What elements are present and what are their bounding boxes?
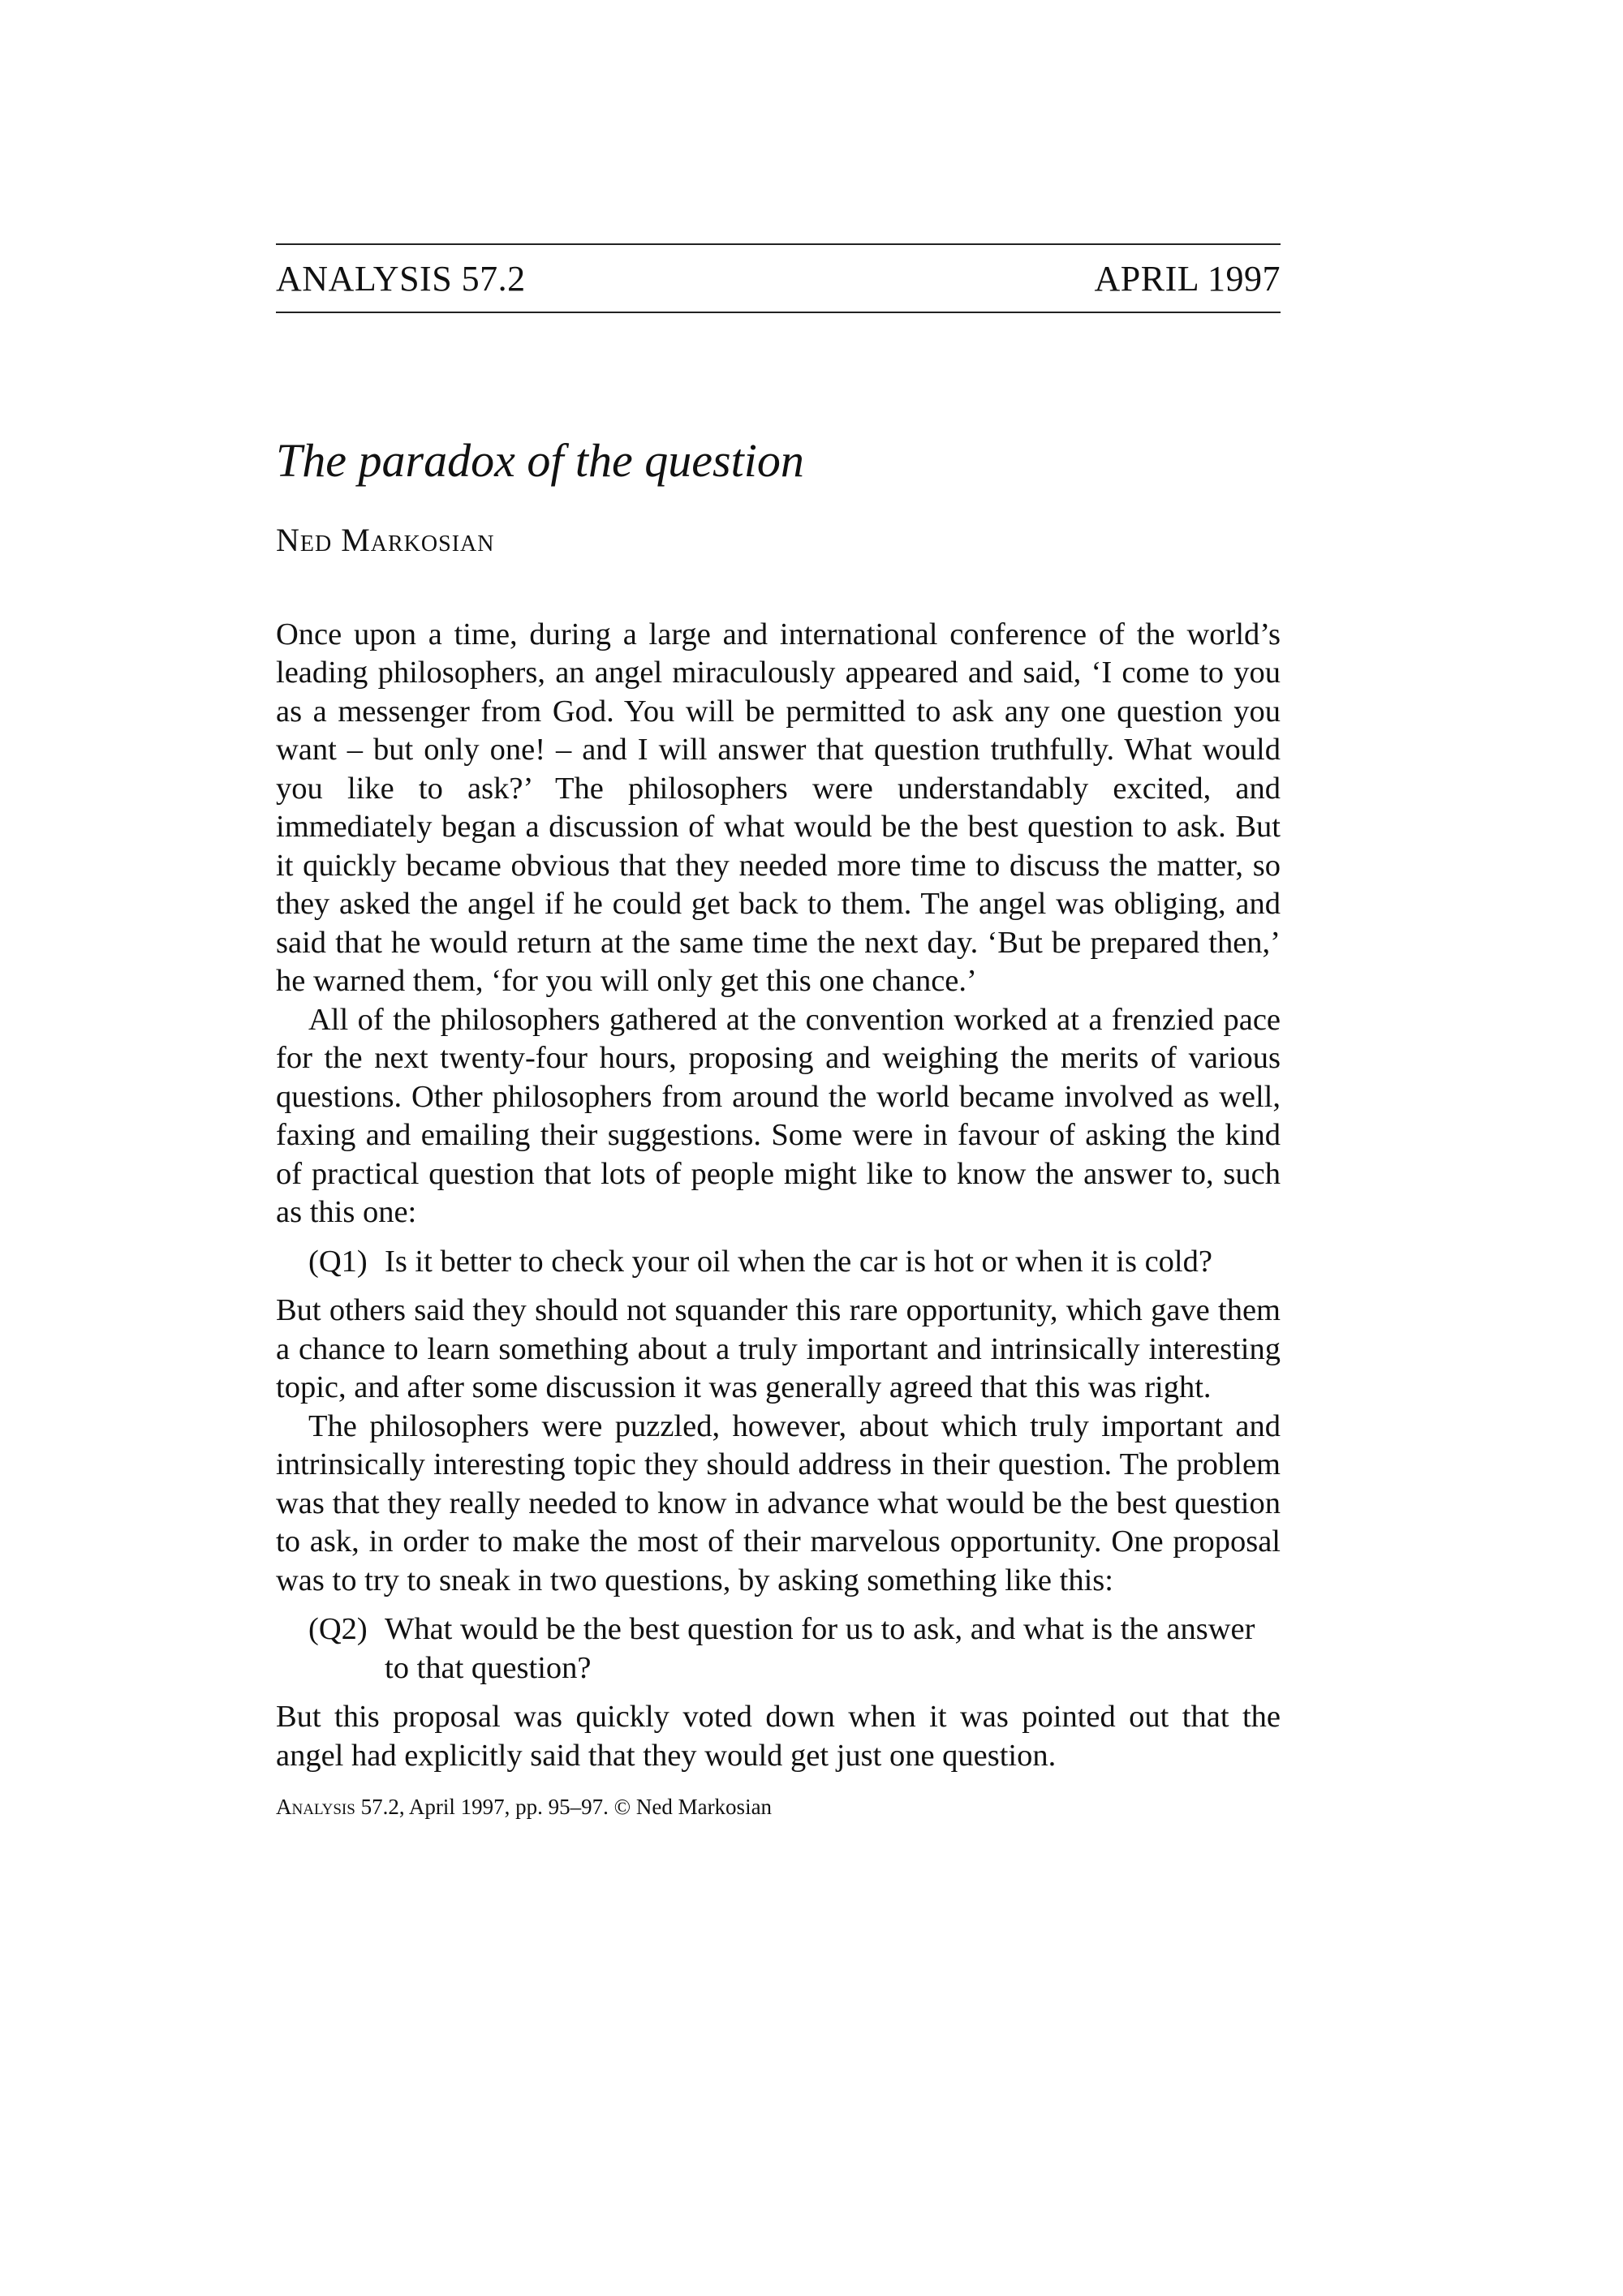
question-q1-text: Is it better to check your oil when the car is hot or when it is cold? — [385, 1244, 1212, 1279]
question-q2-label: (Q2) — [308, 1612, 368, 1647]
issue-date: APRIL 1997 — [1094, 258, 1281, 299]
paragraph-1: Once upon a time, during a large and international conference of the world’s leading philosophers, an angel miraculously appeared and said, ‘I come to you as a messenger from God. You will be permitted to ask any one question you want – but only one! – and I will answer that question truthfully. What would you like to ask?’ The philosophers were understandably excited, and immediately began a discussion of what would be the best question to ask. But it quickly became obvious that they needed more time to discuss the matter, so they asked the angel if he could get back to them. The angel was obliging, and said that he would return at the same time the next day. ‘But be prepared then,’ he warned them, ‘for you will only get this one chance.’ — [276, 617, 1281, 999]
citation-journal: Analysis — [276, 1795, 355, 1820]
page-column — [276, 243, 1281, 1821]
journal-issue: ANALYSIS 57.2 — [276, 258, 526, 299]
paragraph-5: But this proposal was quickly voted down when it was pointed out that the angel had explicitly said that they would get just one question. — [276, 1700, 1281, 1773]
question-q1-label: (Q1) — [308, 1244, 368, 1279]
citation-footer — [276, 1793, 1281, 1821]
paragraph-2: All of the philosophers gathered at the convention worked at a frenzied pace for the next twenty-four hours, proposing and weighing the merits of various questions. Other philosophers from around the world became involved as well, faxing and emailing their suggestions. Some were in favour of asking the kind of practical question that lots of people might like to know the answer to, such as this one: — [276, 1002, 1281, 1230]
article-title: The paradox of the question — [276, 434, 804, 487]
article-author: Ned Markosian — [276, 521, 495, 558]
article-body — [276, 616, 1281, 1776]
paragraph-3: But others said they should not squander this rare opportunity, which gave them a chance to learn something about a truly important and intrinsically interesting topic, and after some discussion it was generally agreed that this was right. — [276, 1293, 1281, 1405]
question-q2 — [308, 1610, 1281, 1688]
citation-details: 57.2, April 1997, pp. 95–97. © Ned Markosian — [355, 1795, 773, 1820]
question-q1 — [308, 1243, 1281, 1282]
paragraph-4: The philosophers were puzzled, however, about which truly important and intrinsically interesting topic they should address in their question. The problem was that they really needed to know in advance what would be the best question to ask, in order to make the most of their marvelous opportunity. One proposal was to try to sneak in two questions, by asking something like this: — [276, 1408, 1281, 1597]
running-head — [276, 243, 1281, 313]
question-q2-text: What would be the best question for us to ask, and what is the answer to that question? — [385, 1612, 1255, 1685]
